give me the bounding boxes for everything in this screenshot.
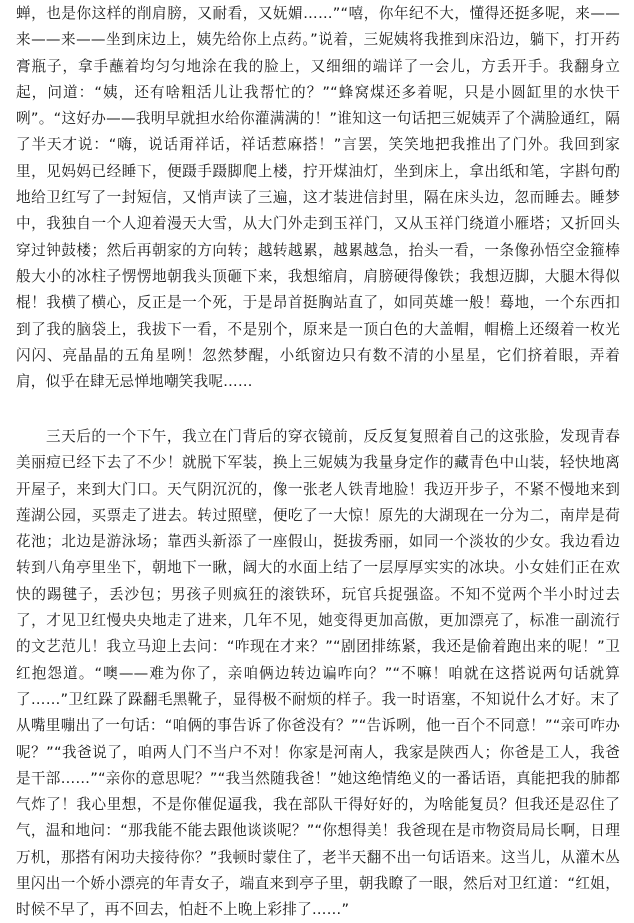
paragraph-1: 蝉，也是你这样的削肩膀，又耐看，又妩媚……”“嘻，你年纪不大，懂得还挺多呢，来——来——来——坐到床边上，姨先给你上点药。”说着，三妮姨将我推到床沿边，躺下，打开药膏瓶子，拿手蘸着均匀匀地涂在我的脸上，又细细的端详了一会儿，方丢开手。我翻身立起，问道：“姨，还有啥粗活儿让我帮忙的？”“蜂窝煤还多着呢，只是小圆缸里的水快干咧”。“这好办——我明早就担水给你灌满满的！”谁知这一句话把三妮姨弄了个满脸通红，隔了半天才说：“嗨，说话甭祥话，祥话惹麻搭！”言罢，笑笑地把我推出了门外。我回到家里，见妈妈已经睡下，便蹑手蹑脚爬上楼，拧开煤油灯，坐到床上，拿出纸和笔，字斟句酌地给卫红写了一封短信，又悄声读了三遍，这才装进信封里，隔在床头边，忽而睡去。睡梦中，我独自一个人迎着漫天大雪，从大门外走到玉祥门，又从玉祥门绕道小雁塔；又折回头穿过钟鼓楼；然后再朝家的方向转；越转越累，越累越急，抬头一看，一条像孙悟空金箍棒般大小的冰柱子愣愣地朝我头顶砸下来，我想缩肩，肩膀硬得像铁；我想迈脚，大腿木得似棍！我横了横心，反正是一个死，于是昂首挺胸站直了，如同英雄一般！蓦地，一个东西扣到了我的脑袋上，我拔下一看，不是别个，原来是一顶白色的大盖帽，帽檐上还缀着一枚光闪闪、亮晶晶的五角星咧！忽然梦醒，小纸窗边只有数不清的小星星，它们挤着眼，弄着肩，似乎在肆无忌惮地嘲笑我呢…… <box>16 5 620 391</box>
paragraph-2: 三天后的一个下午，我立在门背后的穿衣镜前，反反复复照着自己的这张脸，发现青春美丽痘已经下去了不少！就脱下军装，换上三妮姨为我量身定作的藏青色中山装，轻快地离开屋子，来到大门口。天气阴沉沉的，像一张老人铁青地脸！我迈开步子，不紧不慢地来到莲湖公园，买票走了进去。转过照壁，便吃了一大惊！原先的大湖现在一分为二，南岸是荷花池；北边是游泳场；靠西头新添了一座假山，挺拔秀丽，如同一个淡妆的少女。我边看边转到八角亭里坐下，朝地下一瞅，阔大的水面上结了一层厚厚实实的冰块。小女娃们正在欢快的踢毽子，丢沙包；男孩子则疯狂的滚铁环，玩官兵捉强盗。不知不觉两个半小时过去了，才见卫红慢央央地走了进来，几年不见，她变得更加高傲，更加漂亮了，标准一副流行的文艺范儿！我立马迎上去问：“咋现在才来？”“剧团排练紧，我还是偷着跑出来的呢！”卫红抱怨道。“噢——难为你了，亲咱俩边转边谝咋向？”“不嘛！咱就在这搭说两句话就算了……”卫红跺了跺翻毛黑靴子，显得极不耐烦的样子。我一时语塞，不知说什么才好。末了从嘴里嘣出了一句话：“咱俩的事告诉了你爸没有？”“告诉咧，他一百个不同意！”“亲可咋办呢？”“我爸说了，咱两人门不当户不对！你家是河南人，我家是陕西人；你爸是工人，我爸是干部……”“亲你的意思呢？”“我当然随我爸！”她这绝情绝义的一番话语，真能把我的肺都气炸了！我心里想，不是你催促逼我，我在部队干得好好的，为啥能复员？但我还是忍住了气，温和地问：“那我能不能去跟他谈谈呢？”“你想得美！我爸现在是市物资局局长啊，日理万机，那搭有闲功夫接待你？”我顿时蒙住了，老半天翻不出一句话语来。这当儿，从灌木丛里闪出一个娇小漂亮的年青女子，端直来到亭子里，朝我瞭了一眼，然后对卫红道：“红姐，时候不早了，再不回去，怕赶不上晚上彩排了……” <box>16 428 620 919</box>
